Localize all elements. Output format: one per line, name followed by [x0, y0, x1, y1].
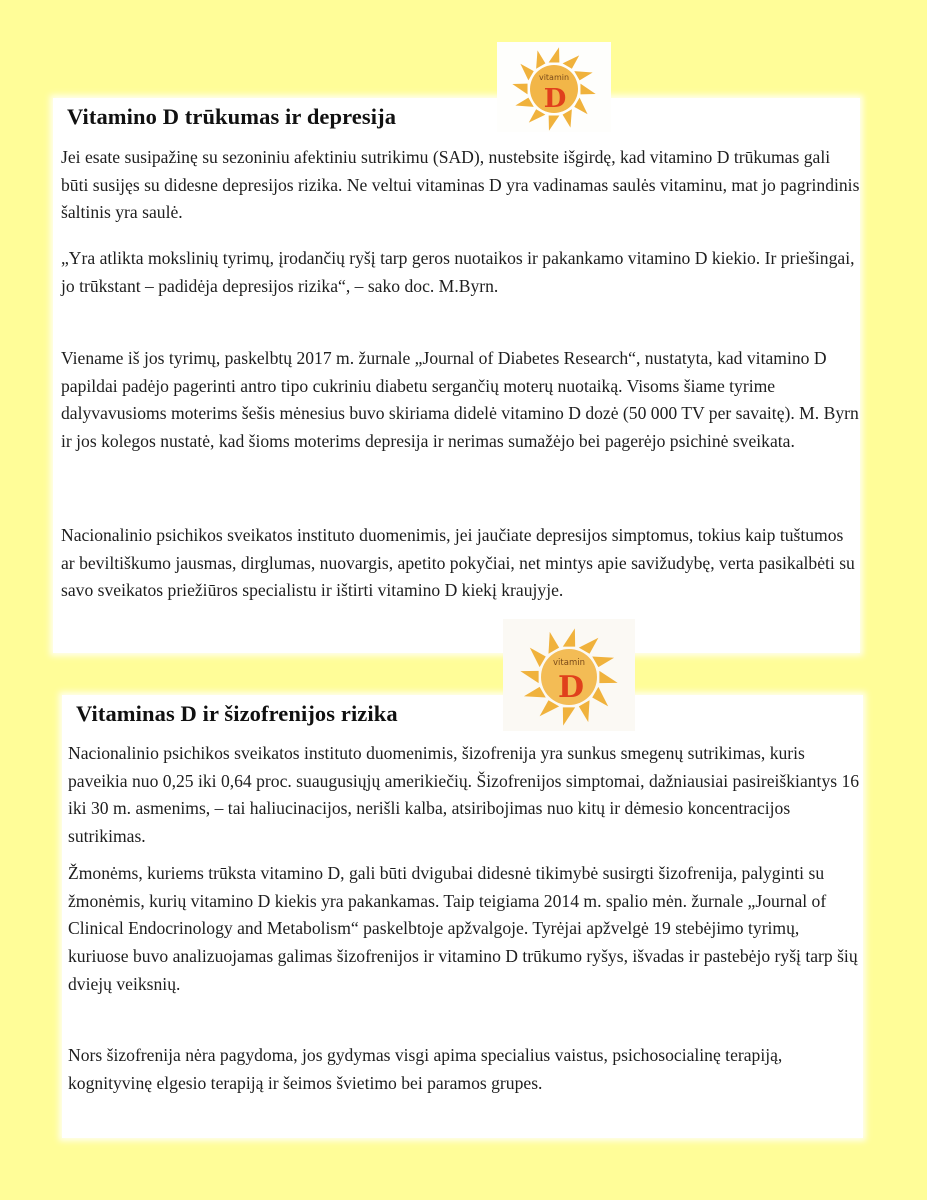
- depression-paragraph-3: Viename iš jos tyrimų, paskelbtų 2017 m. žurnale „Journal of Diabetes Research“, nustatyta, kad vitamino D papildai padėjo pagerinti antro tipo cukriniu diabetu sergančių moterų nuotaiką. Visoms šiame tyrime dalyvavusioms moterims šešis mėnesius buvo skiriama didelė vitamino D dozė (50 000 TV per savaitę). M. Byrn ir jos kolegos nustatė, kad šioms moterims depresija ir nerimas sumažėjo bei pagerėjo psichinė sveikata.: [61, 348, 859, 452]
- sun-ray: [520, 671, 538, 683]
- sun-ray: [536, 50, 545, 68]
- vitamin-d-sun-logo: [497, 42, 611, 132]
- sun-ray: [549, 47, 560, 62]
- sun-ray: [592, 687, 608, 707]
- depression-paragraph-1: Jei esate susipažinę su sezoniniu afektiniu sutrikimu (SAD), nustebsite išgirdę, kad vitamino D trūkumas gali būti susijęs su didesne depresijos rizika. Ne veltui vitaminas D yra vadinamas saulės vitaminu, mat jo pagrindinis šaltinis yra saulė.: [61, 147, 860, 223]
- sun-ray: [592, 656, 614, 667]
- logo-letter: D: [557, 670, 585, 705]
- logo-word: vitamin: [538, 73, 570, 82]
- schizophrenia-paragraph-1: Nacionalinio psichikos sveikatos instituto duomenimis, šizofrenija yra sunkus smegenų sutrikimas, kuris paveikia nuo 0,25 iki 0,64 proc. suaugusiųjų amerikiečių. Šizofrenijos simptomai, dažniausiai pasireiškiantys 16 iki 30 m. asmenims, – tai haliucinacijos, nerišli kalba, atsiribojimas nuo kitų ir dėmesio koncentracijos sutrikimas.: [68, 743, 860, 847]
- logo-letter: D: [543, 84, 567, 114]
- sun-ray: [524, 687, 546, 698]
- sun-ray: [574, 98, 587, 115]
- sun-ray: [512, 84, 527, 95]
- sun-ray: [563, 55, 580, 68]
- sun-ray: [599, 671, 617, 683]
- sun-ray: [520, 64, 533, 81]
- sun-icon: [497, 42, 611, 132]
- depression-paragraph-2: „Yra atlikta mokslinių tyrimų, įrodančių ryšį tarp geros nuotaikos ir pakankamo vitamino D kiekio. Ir priešingai, jo trūkstant – padidėja depresijos rizika“, – sako doc. M.Byrn.: [61, 248, 855, 296]
- depression-heading: Vitamino D trūkumas ir depresija: [67, 104, 397, 129]
- depression-section: [53, 98, 860, 653]
- schizophrenia-paragraph-3: Nors šizofrenija nėra pagydoma, jos gydymas visgi apima specialius vaistus, psichosocialinę terapiją, kognityvinę elgesio terapiją ir šeimos švietimo bei paramos grupes.: [68, 1045, 783, 1093]
- sun-ray: [540, 700, 560, 716]
- sun-icon: [503, 619, 635, 731]
- sun-ray: [580, 84, 595, 95]
- depression-paragraph-4: Nacionalinio psichikos sveikatos instituto duomenimis, jei jaučiate depresijos simptomus, tokius kaip tuštumos ar beviltiškumo jausmas, dirglumas, nuovargis, apetito pokyčiai, net mintys apie savižudybę, verta pasikalbėti su savo sveikatos priežiūros specialistu ir ištirti vitamino D kiekį kraujyje.: [61, 525, 855, 601]
- sun-ray: [548, 632, 559, 654]
- sun-ray: [530, 648, 546, 668]
- logo-word: vitamin: [553, 658, 585, 668]
- schizophrenia-section: [62, 695, 863, 1138]
- sun-ray: [549, 115, 560, 130]
- sun-ray: [563, 707, 575, 725]
- sun-ray: [579, 638, 599, 654]
- sun-ray: [574, 71, 592, 80]
- vitamin-d-sun-logo-2: [503, 619, 635, 731]
- schizophrenia-heading: Vitaminas D ir šizofrenijos rizika: [76, 701, 398, 726]
- sun-ray: [515, 98, 533, 107]
- sun-ray: [563, 628, 575, 646]
- schizophrenia-paragraph-2: Žmonėms, kuriems trūksta vitamino D, gali būti dvigubai didesnė tikimybė susirgti šizofrenija, palyginti su žmonėmis, kurių vitamino D kiekis yra pakankamas. Taip teigiama 2014 m. spalio mėn. žurnale „Journal of Clinical Endocrinology and Metabolism“ paskelbtoje apžvalgoje. Tyrėjai apžvelgė 19 stebėjimo tyrimų, kuriuose buvo analizuojamas galimas šizofrenijos ir vitamino D trūkumo ryšys, išvadas ir pastebėjo ryšį tarp šių dviejų veiksnių.: [68, 863, 858, 994]
